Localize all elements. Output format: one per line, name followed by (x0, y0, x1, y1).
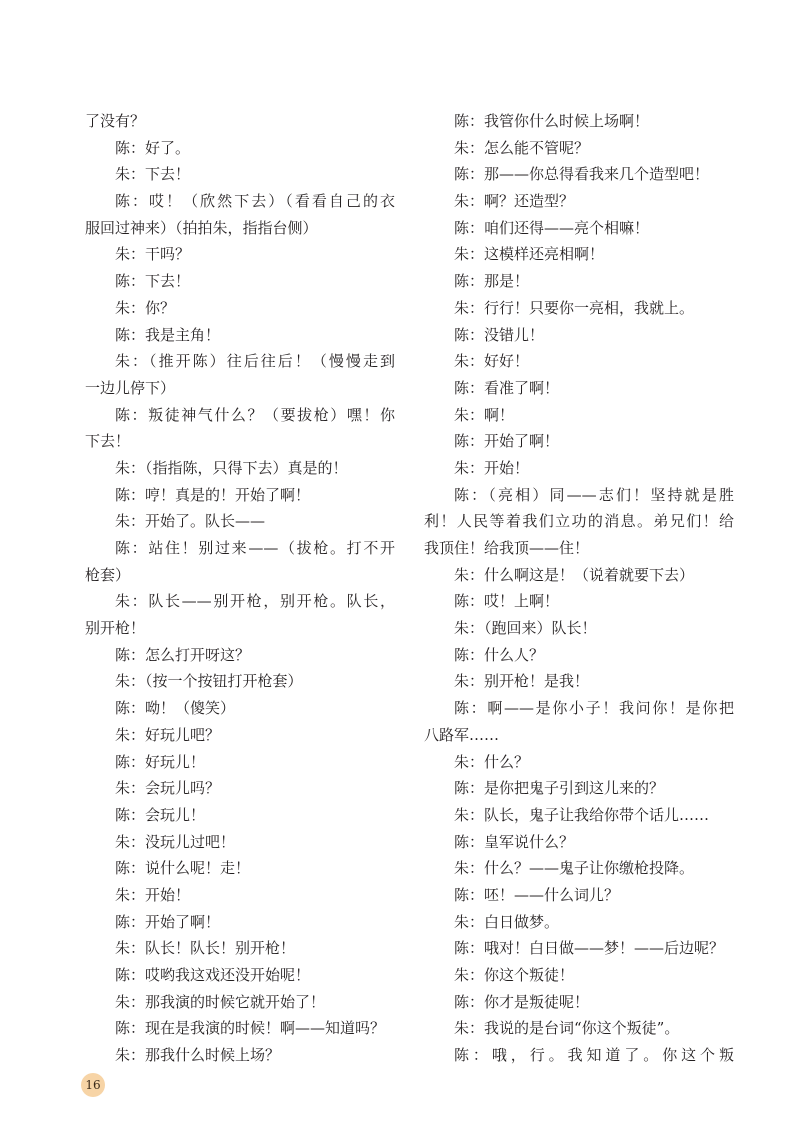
dialogue-line: 朱：（按一个按钮打开枪套） (115, 672, 303, 691)
dialogue-line: 朱：什么啊这是！（说着就要下去） (454, 565, 695, 584)
dialogue-line: 朱：队长——别开枪，别开枪。队长， (115, 592, 395, 611)
dialogue-line: 陈：我是主角！ (115, 325, 221, 344)
dialogue-line: 朱：会玩儿吗？ (115, 779, 221, 798)
dialogue-line: 陈：好玩儿！ (115, 752, 206, 771)
dialogue-line: 陈：你才是叛徒呢！ (454, 992, 590, 1011)
dialogue-line: 朱：好玩儿吧？ (115, 725, 221, 744)
dialogue-line: 陈：叛徒神气什么？（要拔枪）嘿！你 (115, 405, 395, 424)
dialogue-line: 陈：怎么打开呀这？ (115, 645, 251, 664)
dialogue-line: 陈：哦对！白日做——梦！——后边呢？ (454, 939, 725, 958)
dialogue-line: 陈：啊——是你小子！我问你！是你把 (454, 699, 734, 718)
dialogue-line: 陈：那是！ (454, 272, 530, 291)
dialogue-line: 朱：好好！ (454, 352, 530, 371)
dialogue-line: 陈：好了。 (115, 138, 191, 157)
dialogue-line: 陈：呦！（傻笑） (115, 699, 236, 718)
dialogue-line: 陈：下去！ (115, 272, 191, 291)
dialogue-line: 陈：哎！（欣然下去）（看看自己的衣 (115, 192, 395, 211)
dialogue-line: 朱：没玩儿过吧！ (115, 832, 236, 851)
right-column (424, 108, 734, 1069)
page-number: 16 (81, 1073, 105, 1097)
dialogue-line: 陈：哎！上啊！ (454, 592, 560, 611)
dialogue-line: 陈：哦，行。我知道了。你这个叛 (454, 1046, 734, 1065)
dialogue-line: 朱：开始！ (454, 458, 530, 477)
dialogue-line: 陈：皇军说什么？ (454, 832, 575, 851)
dialogue-line: 陈：哼！真是的！开始了啊！ (115, 485, 311, 504)
dialogue-line: 陈：看准了啊！ (454, 378, 560, 397)
dialogue-line: 朱：怎么能不管呢？ (454, 138, 590, 157)
dialogue-line: 枪套） (85, 565, 131, 584)
dialogue-line: 朱：我说的是台词“你这个叛徒”。 (454, 1019, 680, 1038)
dialogue-line: 朱：别开枪！是我！ (454, 672, 590, 691)
dialogue-line: 陈：哎哟我这戏还没开始呢！ (115, 966, 311, 984)
dialogue-line: 陈：我管你什么时候上场啊！ (454, 112, 650, 130)
dialogue-line: 朱：白日做梦。 (454, 912, 560, 931)
dialogue-line: 朱：队长！队长！别开枪！ (115, 939, 296, 958)
dialogue-line: 利！人民等着我们立功的消息。弟兄们！给 (424, 512, 734, 531)
dialogue-line: 朱：这模样还亮相啊！ (454, 245, 605, 264)
dialogue-line: 朱：你？ (115, 298, 176, 317)
dialogue-line: 陈：那——你总得看我来几个造型吧！ (454, 165, 710, 184)
dialogue-line: 朱：下去！ (115, 165, 191, 184)
dialogue-line: 陈：站住！别过来——（拔枪。打不开 (115, 539, 395, 557)
dialogue-line: 八路军…… (424, 725, 500, 744)
dialogue-line: 陈：咱们还得——亮个相嘛！ (454, 218, 650, 237)
dialogue-line: 陈：说什么呢！走！ (115, 859, 251, 878)
dialogue-line: 我顶住！给我顶——住！ (424, 539, 590, 557)
dialogue-line: 陈：现在是我演的时候！啊——知道吗？ (115, 1019, 386, 1038)
left-column (85, 108, 395, 1069)
dialogue-line: 朱：开始！ (115, 885, 191, 904)
dialogue-line: 朱：那我什么时候上场？ (115, 1046, 281, 1065)
dialogue-line: 下去！ (85, 432, 131, 451)
dialogue-line: 陈：呸！——什么词儿？ (454, 885, 620, 904)
dialogue-line: 陈：什么人？ (454, 645, 545, 664)
dialogue-line: 朱：干吗？ (115, 245, 191, 264)
dialogue-line: 朱：开始了。队长—— (115, 512, 266, 531)
dialogue-line: 朱：啊？还造型？ (454, 192, 575, 211)
dialogue-line: 陈：（亮相）同——志们！坚持就是胜 (454, 485, 734, 504)
dialogue-line: 陈：会玩儿！ (115, 805, 206, 824)
dialogue-line: 陈：开始了啊！ (454, 432, 560, 451)
dialogue-line: 别开枪！ (85, 619, 146, 638)
dialogue-line: 陈：开始了啊！ (115, 912, 221, 931)
dialogue-line: 朱：那我演的时候它就开始了！ (115, 992, 326, 1011)
dialogue-line: 朱：（跑回来）队长！ (454, 619, 597, 638)
dialogue-line: 朱：队长，鬼子让我给你带个话儿…… (454, 805, 710, 824)
dialogue-line: 了没有？ (85, 112, 146, 130)
dialogue-line: 朱：什么？ (454, 752, 530, 771)
dialogue-line: 朱：行行！只要你一亮相，我就上。 (454, 298, 695, 317)
dialogue-line: 服回过神来）（拍拍朱，指指台侧） (85, 218, 318, 237)
dialogue-line: 朱：（推开陈）往后往后！（慢慢走到 (115, 352, 395, 371)
dialogue-line: 朱：啊！ (454, 405, 515, 424)
dialogue-line: 陈：是你把鬼子引到这儿来的？ (454, 779, 665, 798)
dialogue-line: 陈：没错儿！ (454, 325, 545, 344)
dialogue-line: 一边儿停下） (85, 378, 176, 397)
dialogue-line: 朱：你这个叛徒！ (454, 966, 575, 984)
dialogue-line: 朱：（指指陈，只得下去）真是的！ (115, 458, 348, 477)
dialogue-line: 朱：什么？——鬼子让你缴枪投降。 (454, 859, 695, 878)
